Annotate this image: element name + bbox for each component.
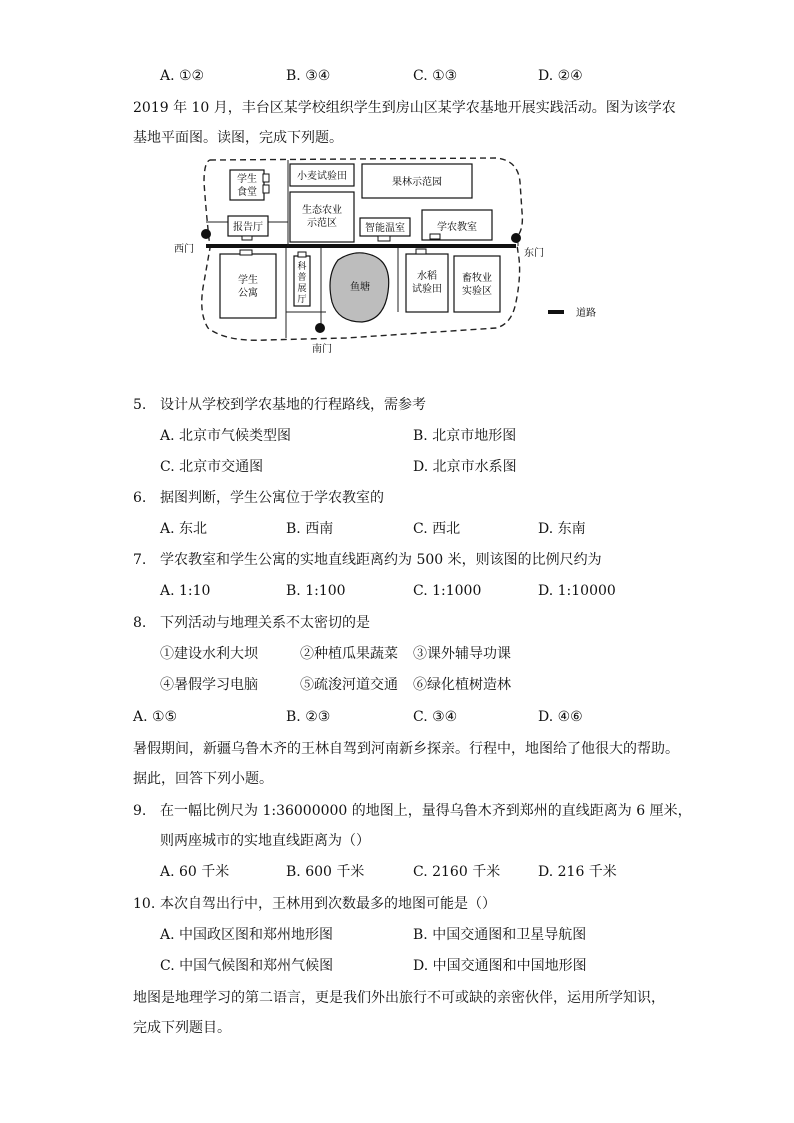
eco-agri-zone [290, 192, 354, 242]
greenhouse-label: 智能温室 [365, 223, 405, 234]
science-hall-label: 普 [297, 273, 307, 283]
option-d: D. 北京市水系图 [413, 459, 517, 475]
student-dorm [220, 254, 276, 318]
option-a: A. 中国政区图和郑州地形图 [160, 927, 334, 943]
activity-item: ④暑假学习电脑 [160, 677, 258, 693]
option-a: A. ①⑤ [133, 709, 178, 725]
option-d: D. 东南 [538, 521, 586, 537]
activity-item: ③课外辅导功课 [413, 646, 511, 662]
science-hall-label: 展 [297, 284, 307, 294]
livestock-label: 畜牧业 [462, 273, 492, 284]
wheat-field-label: 小麦试验田 [297, 171, 347, 182]
option-a: A. 1:10 [160, 583, 211, 599]
activity-item: ①建设水利大坝 [160, 646, 258, 662]
livestock-label: 实验区 [462, 286, 492, 297]
activity-item: ⑥绿化植树造林 [413, 677, 511, 693]
fruit-orchard-label: 果林示范园 [392, 177, 442, 188]
option-d: D. 216 千米 [538, 864, 617, 880]
question-stem: 设计从学校到学农基地的行程路线，需参考 [160, 397, 426, 413]
dorm-label: 学生 [238, 275, 258, 286]
option-b: B. 600 千米 [286, 864, 365, 880]
intro-paragraph-line: 基地平面图。读图，完成下列题。 [133, 130, 343, 146]
option-c: C. ③④ [413, 709, 458, 725]
south-gate-label: 南门 [312, 344, 332, 355]
question-number: 8. [133, 615, 147, 631]
west-gate-marker [201, 229, 211, 239]
activity-item: ②种植瓜果蔬菜 [300, 646, 398, 662]
legend-road-label: 道路 [576, 308, 596, 319]
intro-paragraph-line: 地图是地理学习的第二语言，更是我们外出旅行不可或缺的亲密伙伴，运用所学知识， [133, 990, 665, 1006]
option-d: D. 中国交通图和中国地形图 [413, 958, 587, 974]
option-a: A. 60 千米 [160, 864, 230, 880]
science-hall-label: 厅 [297, 295, 307, 305]
canteen-label: 食堂 [237, 187, 257, 198]
option-a: A. 北京市气候类型图 [160, 428, 292, 444]
option-c: C. 中国气候图和郑州气候图 [160, 958, 334, 974]
question-stem: 下列活动与地理关系不太密切的是 [160, 615, 370, 631]
option-c: C. 2160 千米 [413, 864, 501, 880]
option-c: C. ①③ [413, 68, 458, 84]
activity-item: ⑤疏浚河道交通 [300, 677, 398, 693]
option-b: B. 1:100 [286, 583, 346, 599]
intro-paragraph-line: 暑假期间，新疆乌鲁木齐的王林自驾到河南新乡探亲。行程中，地图给了他很大的帮助。 [133, 741, 679, 757]
option-a: A. ①② [160, 68, 205, 84]
map-drawing [166, 152, 626, 362]
farm-base-map [166, 152, 626, 362]
option-d: D. 1:10000 [538, 583, 616, 599]
west-gate-label: 西门 [174, 244, 194, 255]
option-b: B. 西南 [286, 521, 334, 537]
question-stem: 学农教室和学生公寓的实地直线距离约为 500 米，则该图的比例尺约为 [160, 552, 602, 568]
question-stem: 据图判断，学生公寓位于学农教室的 [160, 490, 384, 506]
eco-agri-label: 示范区 [307, 218, 337, 229]
option-b: B. ②③ [286, 709, 331, 725]
question-number: 10. [133, 896, 156, 912]
rice-field [406, 254, 448, 312]
livestock-zone [454, 256, 500, 312]
dorm-label: 公寓 [238, 288, 258, 299]
option-b: B. ③④ [286, 68, 331, 84]
question-number: 6. [133, 490, 147, 506]
option-b: B. 北京市地形图 [413, 428, 517, 444]
intro-paragraph-line: 2019 年 10 月，丰台区某学校组织学生到房山区某学农基地开展实践活动。图为该学农 [133, 100, 676, 116]
classroom-label: 学农教室 [437, 222, 477, 233]
rice-field-label: 试验田 [412, 284, 442, 295]
east-gate-label: 东门 [524, 248, 544, 259]
question-number: 7. [133, 552, 147, 568]
question-number: 5. [133, 397, 147, 413]
question-stem: 在一幅比例尺为 1:36000000 的地图上，量得乌鲁木齐到郑州的直线距离为 6 厘米， [160, 803, 692, 819]
science-hall-label: 科 [297, 262, 307, 272]
option-d: D. ④⑥ [538, 709, 583, 725]
eco-agri-label: 生态农业 [302, 205, 342, 216]
question-number: 9. [133, 803, 147, 819]
east-gate-marker [511, 233, 521, 243]
south-gate-marker [315, 323, 325, 333]
intro-paragraph-line: 据此，回答下列小题。 [133, 771, 273, 787]
question-stem: 本次自驾出行中，王林用到次数最多的地图可能是（） [160, 896, 496, 912]
option-a: A. 东北 [160, 521, 208, 537]
option-d: D. ②④ [538, 68, 583, 84]
fish-pond-label: 鱼塘 [350, 282, 370, 293]
option-c: C. 1:1000 [413, 583, 482, 599]
option-c: C. 北京市交通图 [160, 459, 264, 475]
question-stem: 则两座城市的实地直线距离为（） [160, 833, 370, 849]
option-c: C. 西北 [413, 521, 461, 537]
rice-field-label: 水稻 [417, 271, 437, 282]
report-hall-label: 报告厅 [233, 222, 263, 233]
option-b: B. 中国交通图和卫星导航图 [413, 927, 587, 943]
intro-paragraph-line: 完成下列题目。 [133, 1020, 231, 1036]
canteen-label: 学生 [237, 174, 257, 185]
